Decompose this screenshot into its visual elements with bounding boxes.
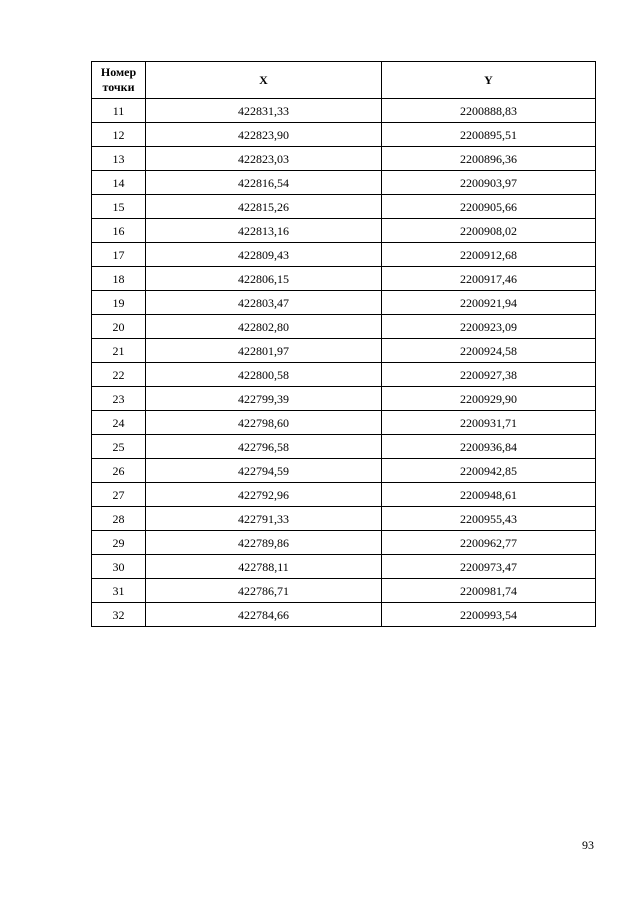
cell-x: 422786,71 xyxy=(146,579,382,603)
cell-x: 422802,80 xyxy=(146,315,382,339)
cell-y: 2200927,38 xyxy=(382,363,596,387)
header-point-number xyxy=(92,62,146,99)
cell-x: 422800,58 xyxy=(146,363,382,387)
cell-y: 2200903,97 xyxy=(382,171,596,195)
table-row xyxy=(92,531,596,555)
header-x: X xyxy=(146,62,382,99)
table-row xyxy=(92,507,596,531)
cell-x: 422791,33 xyxy=(146,507,382,531)
table-row xyxy=(92,579,596,603)
cell-y: 2200973,47 xyxy=(382,555,596,579)
cell-point-number: 13 xyxy=(92,147,146,171)
cell-y: 2200931,71 xyxy=(382,411,596,435)
cell-point-number: 32 xyxy=(92,603,146,627)
cell-point-number: 14 xyxy=(92,171,146,195)
cell-point-number: 26 xyxy=(92,459,146,483)
cell-x: 422809,43 xyxy=(146,243,382,267)
table-row xyxy=(92,147,596,171)
cell-point-number: 28 xyxy=(92,507,146,531)
cell-point-number: 25 xyxy=(92,435,146,459)
cell-point-number: 17 xyxy=(92,243,146,267)
cell-y: 2200895,51 xyxy=(382,123,596,147)
table-row xyxy=(92,99,596,123)
table-row xyxy=(92,219,596,243)
table-row xyxy=(92,483,596,507)
cell-x: 422796,58 xyxy=(146,435,382,459)
table-row xyxy=(92,123,596,147)
table-row xyxy=(92,387,596,411)
table-row xyxy=(92,363,596,387)
cell-x: 422816,54 xyxy=(146,171,382,195)
cell-point-number: 19 xyxy=(92,291,146,315)
cell-y: 2200962,77 xyxy=(382,531,596,555)
cell-point-number: 12 xyxy=(92,123,146,147)
cell-y: 2200923,09 xyxy=(382,315,596,339)
table-row xyxy=(92,315,596,339)
header-point-number-line2: точки xyxy=(102,80,135,94)
cell-x: 422803,47 xyxy=(146,291,382,315)
cell-y: 2200888,83 xyxy=(382,99,596,123)
cell-point-number: 16 xyxy=(92,219,146,243)
cell-point-number: 21 xyxy=(92,339,146,363)
cell-y: 2200912,68 xyxy=(382,243,596,267)
cell-x: 422801,97 xyxy=(146,339,382,363)
table-row xyxy=(92,243,596,267)
cell-x: 422789,86 xyxy=(146,531,382,555)
table-row xyxy=(92,459,596,483)
cell-point-number: 30 xyxy=(92,555,146,579)
cell-y: 2200981,74 xyxy=(382,579,596,603)
cell-x: 422784,66 xyxy=(146,603,382,627)
coordinates-table xyxy=(91,61,596,627)
cell-x: 422813,16 xyxy=(146,219,382,243)
cell-y: 2200921,94 xyxy=(382,291,596,315)
page-number: 93 xyxy=(582,838,594,852)
cell-x: 422806,15 xyxy=(146,267,382,291)
table-row xyxy=(92,291,596,315)
cell-x: 422831,33 xyxy=(146,99,382,123)
table-row xyxy=(92,267,596,291)
cell-point-number: 20 xyxy=(92,315,146,339)
cell-point-number: 11 xyxy=(92,99,146,123)
table-row xyxy=(92,171,596,195)
cell-y: 2200993,54 xyxy=(382,603,596,627)
cell-y: 2200948,61 xyxy=(382,483,596,507)
cell-point-number: 15 xyxy=(92,195,146,219)
cell-x: 422815,26 xyxy=(146,195,382,219)
cell-x: 422794,59 xyxy=(146,459,382,483)
table-row xyxy=(92,603,596,627)
cell-point-number: 22 xyxy=(92,363,146,387)
cell-x: 422823,03 xyxy=(146,147,382,171)
cell-y: 2200936,84 xyxy=(382,435,596,459)
cell-point-number: 29 xyxy=(92,531,146,555)
table-header-row xyxy=(92,62,596,99)
cell-x: 422792,96 xyxy=(146,483,382,507)
cell-x: 422823,90 xyxy=(146,123,382,147)
cell-x: 422799,39 xyxy=(146,387,382,411)
cell-y: 2200924,58 xyxy=(382,339,596,363)
cell-x: 422798,60 xyxy=(146,411,382,435)
cell-point-number: 23 xyxy=(92,387,146,411)
table-row xyxy=(92,339,596,363)
cell-point-number: 27 xyxy=(92,483,146,507)
cell-point-number: 18 xyxy=(92,267,146,291)
table-row xyxy=(92,195,596,219)
cell-point-number: 24 xyxy=(92,411,146,435)
table-row xyxy=(92,555,596,579)
table-row xyxy=(92,435,596,459)
cell-y: 2200905,66 xyxy=(382,195,596,219)
cell-y: 2200896,36 xyxy=(382,147,596,171)
cell-y: 2200942,85 xyxy=(382,459,596,483)
table-row xyxy=(92,411,596,435)
cell-y: 2200955,43 xyxy=(382,507,596,531)
cell-y: 2200929,90 xyxy=(382,387,596,411)
cell-point-number: 31 xyxy=(92,579,146,603)
header-y: Y xyxy=(382,62,596,99)
cell-y: 2200917,46 xyxy=(382,267,596,291)
cell-y: 2200908,02 xyxy=(382,219,596,243)
header-point-number-line1: Номер xyxy=(100,65,137,79)
table-body xyxy=(92,99,596,627)
cell-x: 422788,11 xyxy=(146,555,382,579)
